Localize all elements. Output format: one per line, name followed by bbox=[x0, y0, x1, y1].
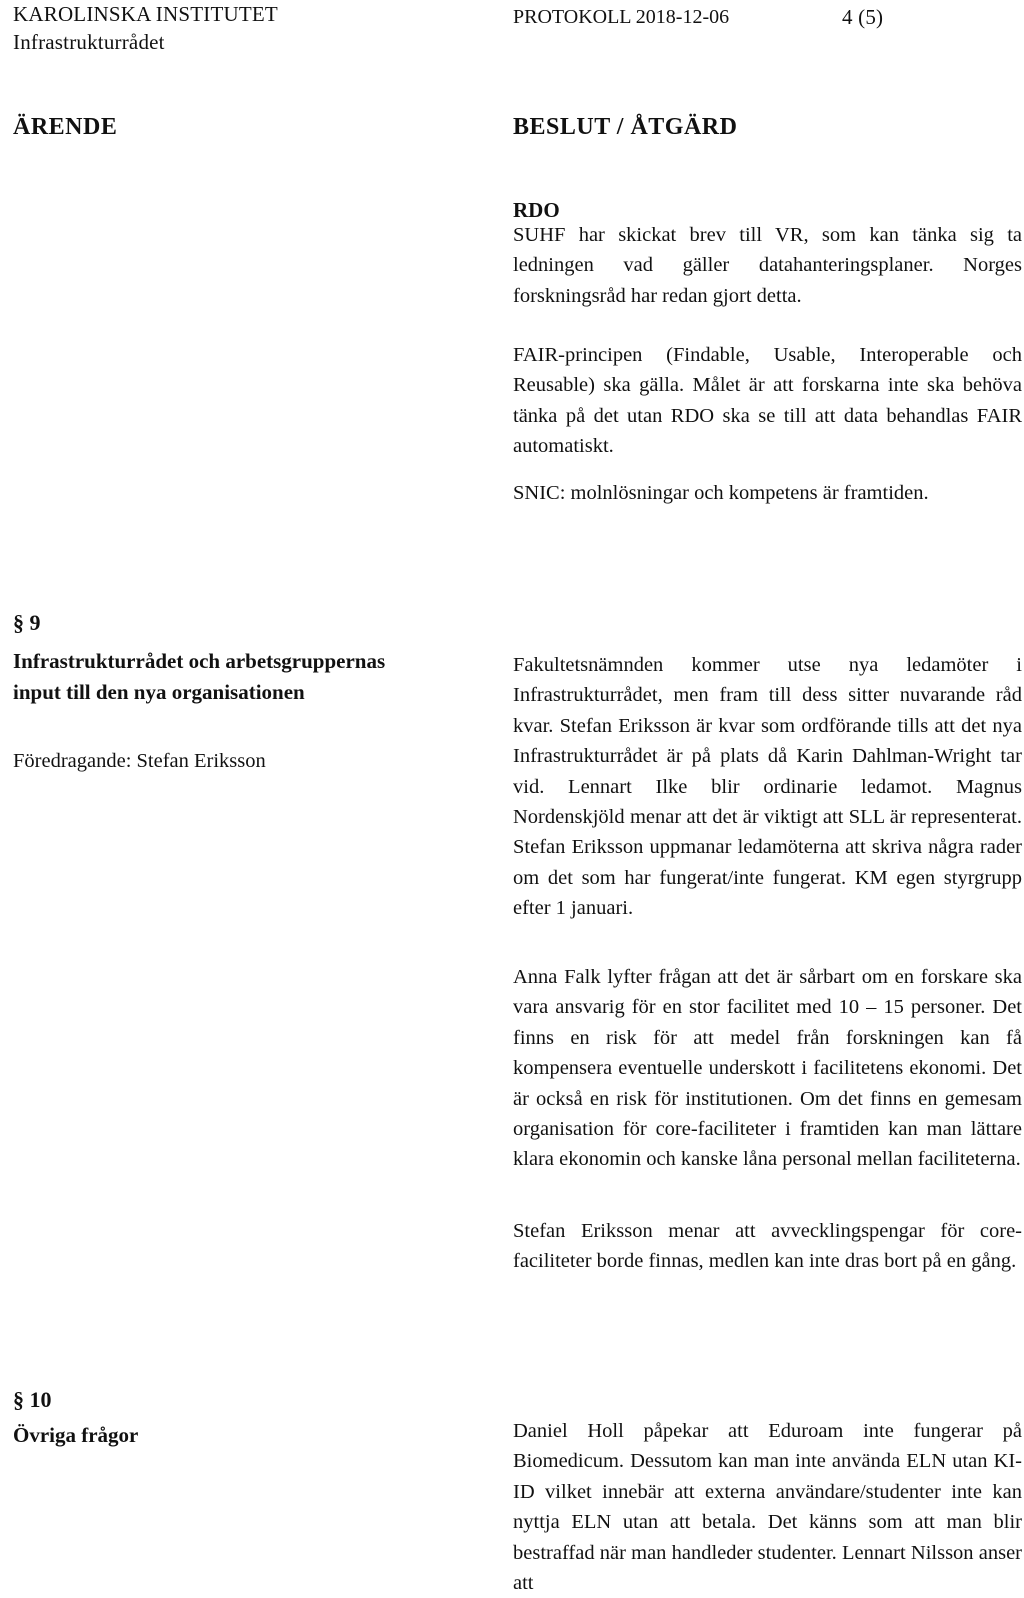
decision-paragraph: Daniel Holl påpekar att Eduroam inte fungerar på Biomedicum. Dessutom kan man inte använda ELN utan KI-ID vilket innebär att externa användare/studenter inte kan nyttja ELN utan att betala. Det känns som att man blir bestraffad när man handleder studenter. Lennart Nilsson anser att bbox=[513, 1420, 1022, 1595]
presenter: Föredragande: Stefan Eriksson bbox=[13, 750, 266, 772]
section-title: Övriga frågor bbox=[13, 1423, 139, 1447]
rdo-paragraph: SNIC: molnlösningar och kompetens är framtiden. bbox=[513, 482, 929, 504]
rdo-paragraph: SUHF har skickat brev till VR, som kan tänka sig ta ledningen vad gäller datahanteringsplaner. Norges forskningsråd har redan gjort detta. bbox=[513, 224, 1022, 307]
rdo-paragraph: FAIR-principen (Findable, Usable, Interoperable och Reusable) ska gälla. Målet är att forskarna inte ska behöva tänka på det utan RDO ska se till att data behandlas FAIR automatiskt. bbox=[513, 344, 1022, 458]
decision-paragraph: Fakultetsnämnden kommer utse nya ledamöter i Infrastrukturrådet, men fram till dess sitter nuvarande råd kvar. Stefan Eriksson är kvar som ordförande tills att det nya Infrastrukturrådet är på plats då Karin Dahlman-Wright tar vid. Lennart Ilke blir ordinarie ledamot. Magnus Nordenskjöld menar att det är viktigt att SLL är representerat. Stefan Eriksson uppmanar ledamöterna att skriva några rader om det som har fungerat/inte fungerat. KM egen styrgrupp efter 1 januari. bbox=[513, 654, 1022, 920]
section-title: Infrastrukturrådet och arbetsgruppernas input till den nya organisationen bbox=[13, 649, 386, 704]
column-heading-beslut: BESLUT / ÅTGÄRD bbox=[513, 114, 738, 140]
decision-paragraph: Stefan Eriksson menar att avvecklingspengar för core-faciliteter borde finnas, medlen kan inte dras bort på en gång. bbox=[513, 1220, 1022, 1273]
institution-name: KAROLINSKA INSTITUTET bbox=[13, 2, 278, 26]
page-number: 4 (5) bbox=[842, 5, 884, 29]
section-number: § 10 bbox=[13, 1387, 52, 1412]
protocol-date: PROTOKOLL 2018-12-06 bbox=[513, 6, 730, 28]
section-number: § 9 bbox=[13, 610, 41, 635]
unit-name: Infrastrukturrådet bbox=[13, 30, 165, 54]
column-heading-arende: ÄRENDE bbox=[13, 114, 118, 140]
decision-paragraph: Anna Falk lyfter frågan att det är sårbart om en forskare ska vara ansvarig för en stor facilitet med 10 – 15 personer. Det finns en risk för att medel från forskningen kan få kompensera eventuelle underskott i facilitetens ekonomi. Det är också en risk för institutionen. Om det finns en gemesam organisation för core-faciliteter i framtiden kan man lättare klara ekonomin och kanske låna personal mellan faciliteterna. bbox=[513, 966, 1022, 1171]
rdo-heading: RDO bbox=[513, 198, 560, 222]
